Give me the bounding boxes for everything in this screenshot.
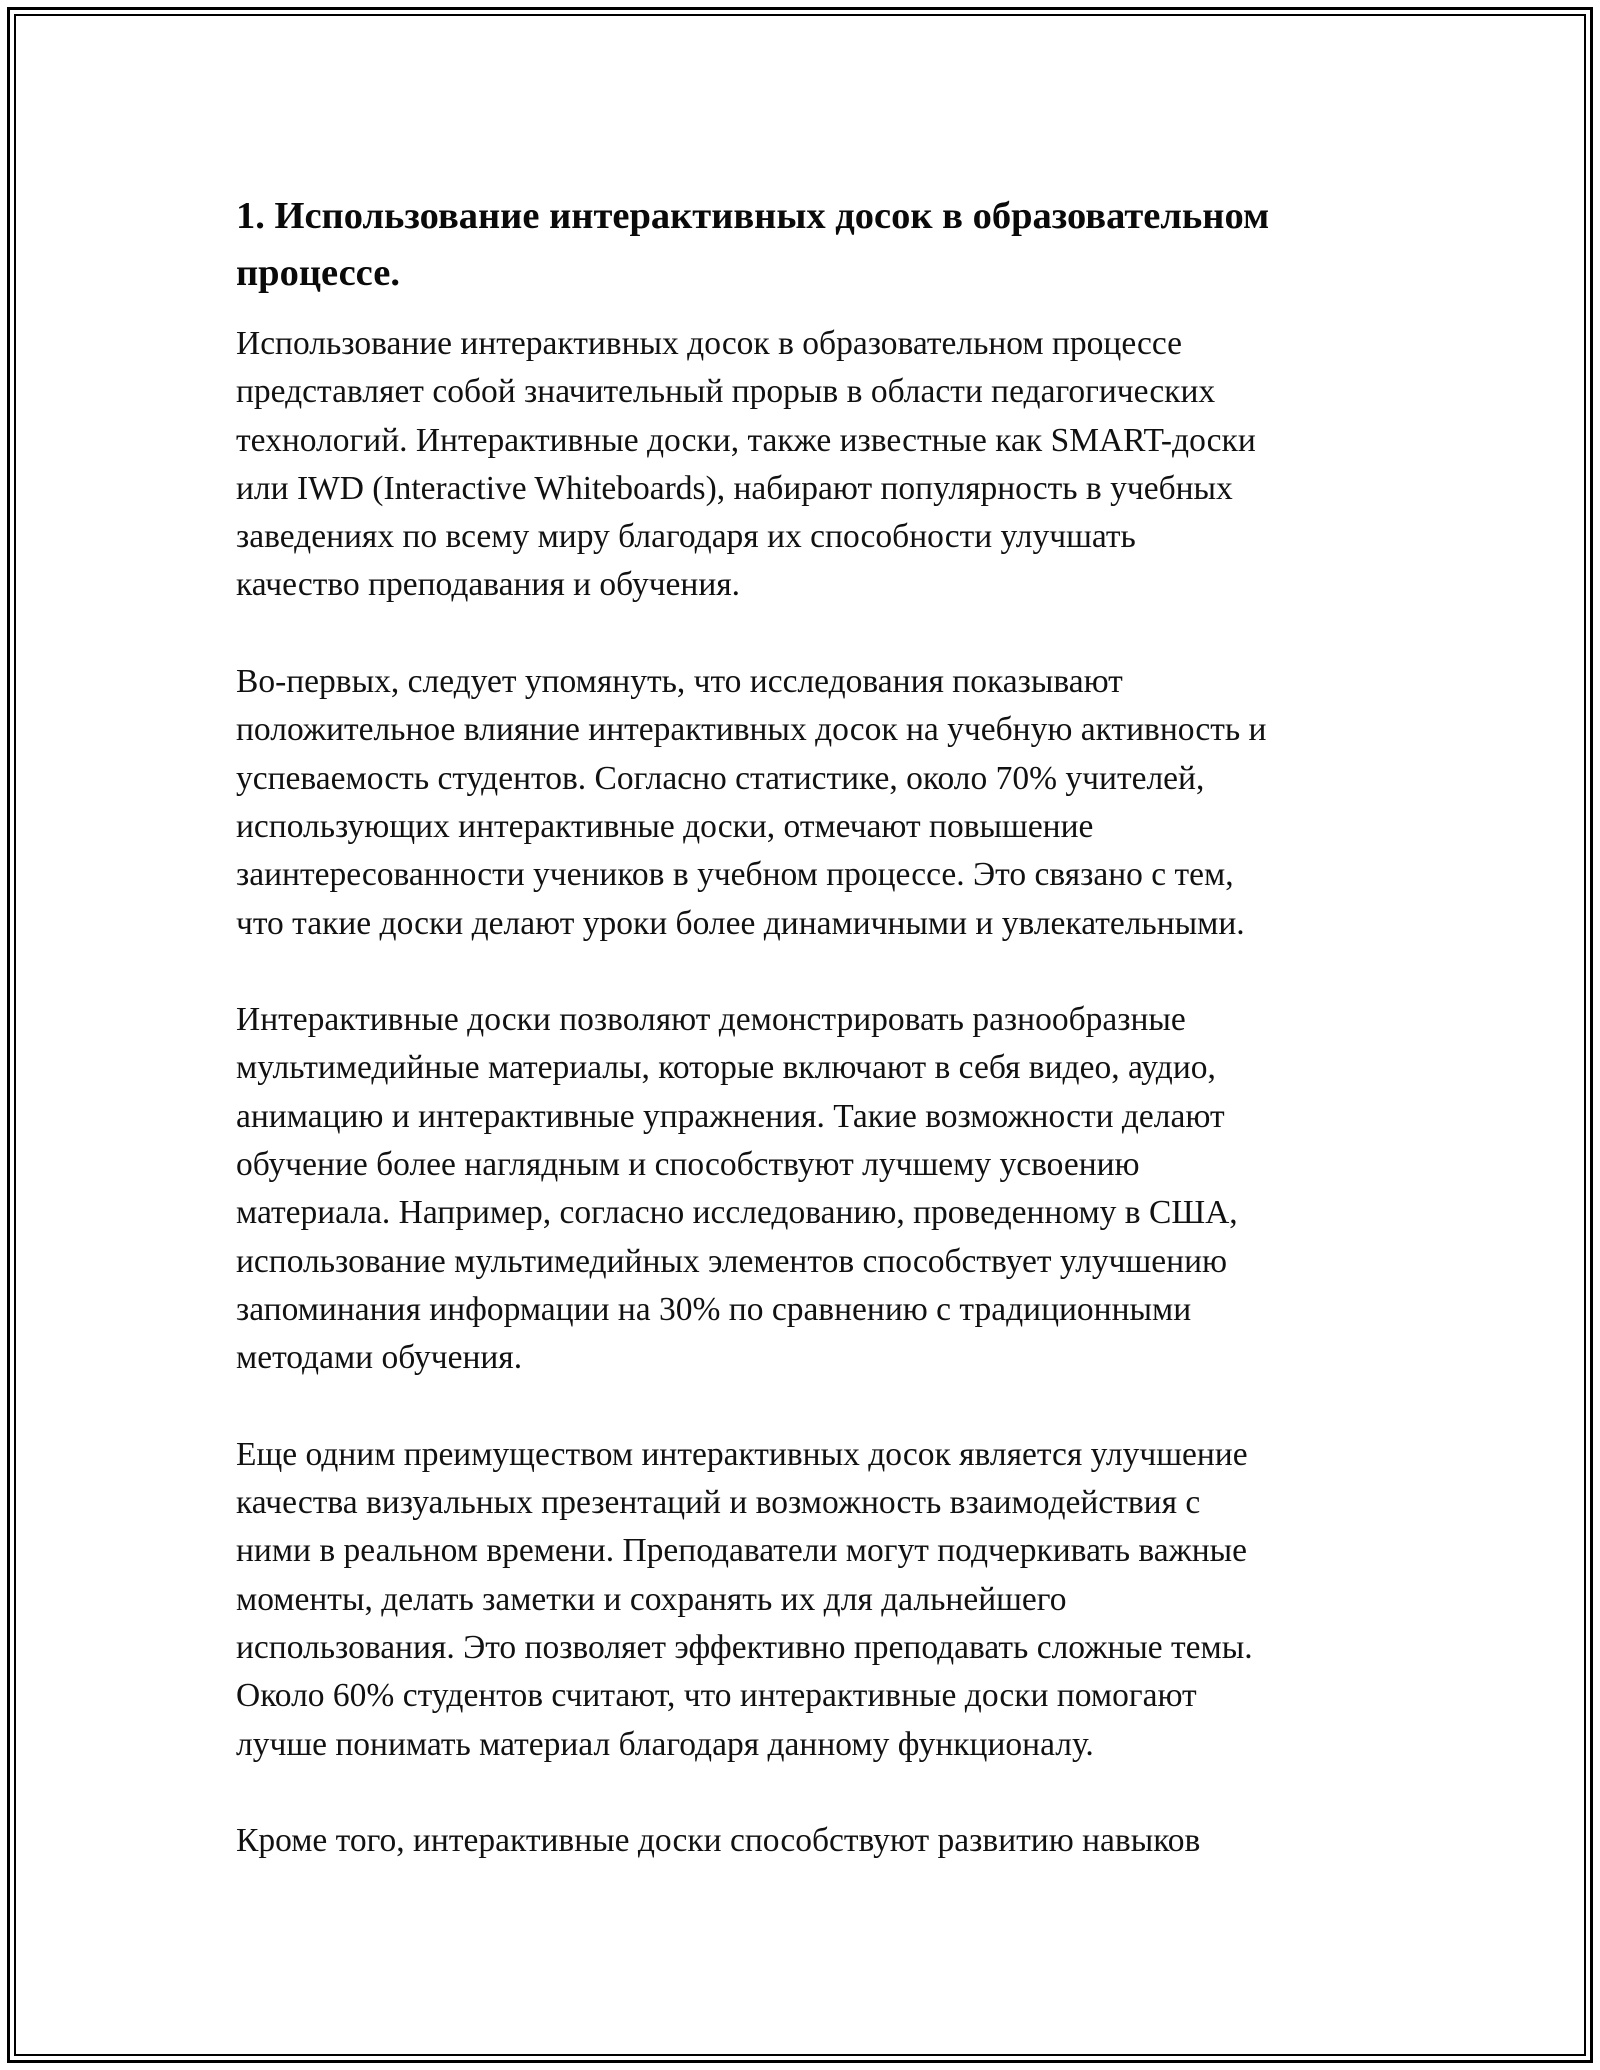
text-line: анимацию и интерактивные упражнения. Такие возможности делают xyxy=(236,1097,1225,1135)
heading-line: процессе. xyxy=(236,252,400,294)
text-line: материала. Например, согласно исследованию, проведенному в США, xyxy=(236,1194,1238,1232)
paragraph-presentations xyxy=(236,1431,1376,1769)
text-line: использующих интерактивные доски, отмечают повышение xyxy=(236,807,1094,845)
text-line: Еще одним преимуществом интерактивных досок является улучшение xyxy=(236,1435,1248,1473)
text-line: моменты, делать заметки и сохранять их для дальнейшего xyxy=(236,1580,1067,1618)
text-line: использования. Это позволяет эффективно преподавать сложные темы. xyxy=(236,1629,1253,1667)
text-line: методами обучения. xyxy=(236,1339,523,1377)
text-line: использование мультимедийных элементов способствует улучшению xyxy=(236,1242,1228,1280)
text-line: заведениях по всему миру благодаря их способности улучшать xyxy=(236,518,1136,556)
text-line: мультимедийные материалы, которые включают в себя видео, аудио, xyxy=(236,1049,1216,1087)
text-line: технологий. Интерактивные доски, также известные как SMART-доски xyxy=(236,421,1256,459)
text-line: лучше понимать материал благодаря данному функционалу. xyxy=(236,1725,1094,1763)
text-line: запоминания информации на 30% по сравнению с традиционными xyxy=(236,1290,1192,1328)
text-line: положительное влияние интерактивных досок на учебную активность и xyxy=(236,711,1267,749)
paragraph-intro xyxy=(236,320,1376,610)
text-line: качества визуальных презентаций и возможность взаимодействия с xyxy=(236,1484,1201,1522)
paragraph-skills xyxy=(236,1817,1376,1865)
text-line: или IWD (Interactive Whiteboards), набирают популярность в учебных xyxy=(236,469,1233,507)
text-line: Интерактивные доски позволяют демонстрировать разнообразные xyxy=(236,1001,1186,1039)
text-line: качество преподавания и обучения. xyxy=(236,566,741,604)
text-line: успеваемость студентов. Согласно статистике, около 70% учителей, xyxy=(236,759,1205,797)
text-line: представляет собой значительный прорыв в области педагогических xyxy=(236,373,1216,411)
paragraph-first-point xyxy=(236,658,1376,948)
text-line: Кроме того, интерактивные доски способствуют развитию навыков xyxy=(236,1822,1201,1860)
text-line: Около 60% студентов считают, что интерактивные доски помогают xyxy=(236,1677,1197,1715)
text-line: Во-первых, следует упомянуть, что исследования показывают xyxy=(236,663,1123,701)
paragraph-multimedia xyxy=(236,996,1376,1382)
section-heading xyxy=(236,188,1376,302)
text-line: обучение более наглядным и способствуют лучшему усвоению xyxy=(236,1146,1140,1184)
text-line: Использование интерактивных досок в образовательном процессе xyxy=(236,325,1183,362)
document-body xyxy=(236,188,1376,1914)
text-line: что такие доски делают уроки более динамичными и увлекательными. xyxy=(236,904,1245,942)
text-line: ними в реальном времени. Преподаватели могут подчеркивать важные xyxy=(236,1532,1248,1570)
text-line: заинтересованности учеников в учебном процессе. Это связано с тем, xyxy=(236,856,1234,894)
heading-line: 1. Использование интерактивных досок в образовательном xyxy=(236,195,1270,237)
